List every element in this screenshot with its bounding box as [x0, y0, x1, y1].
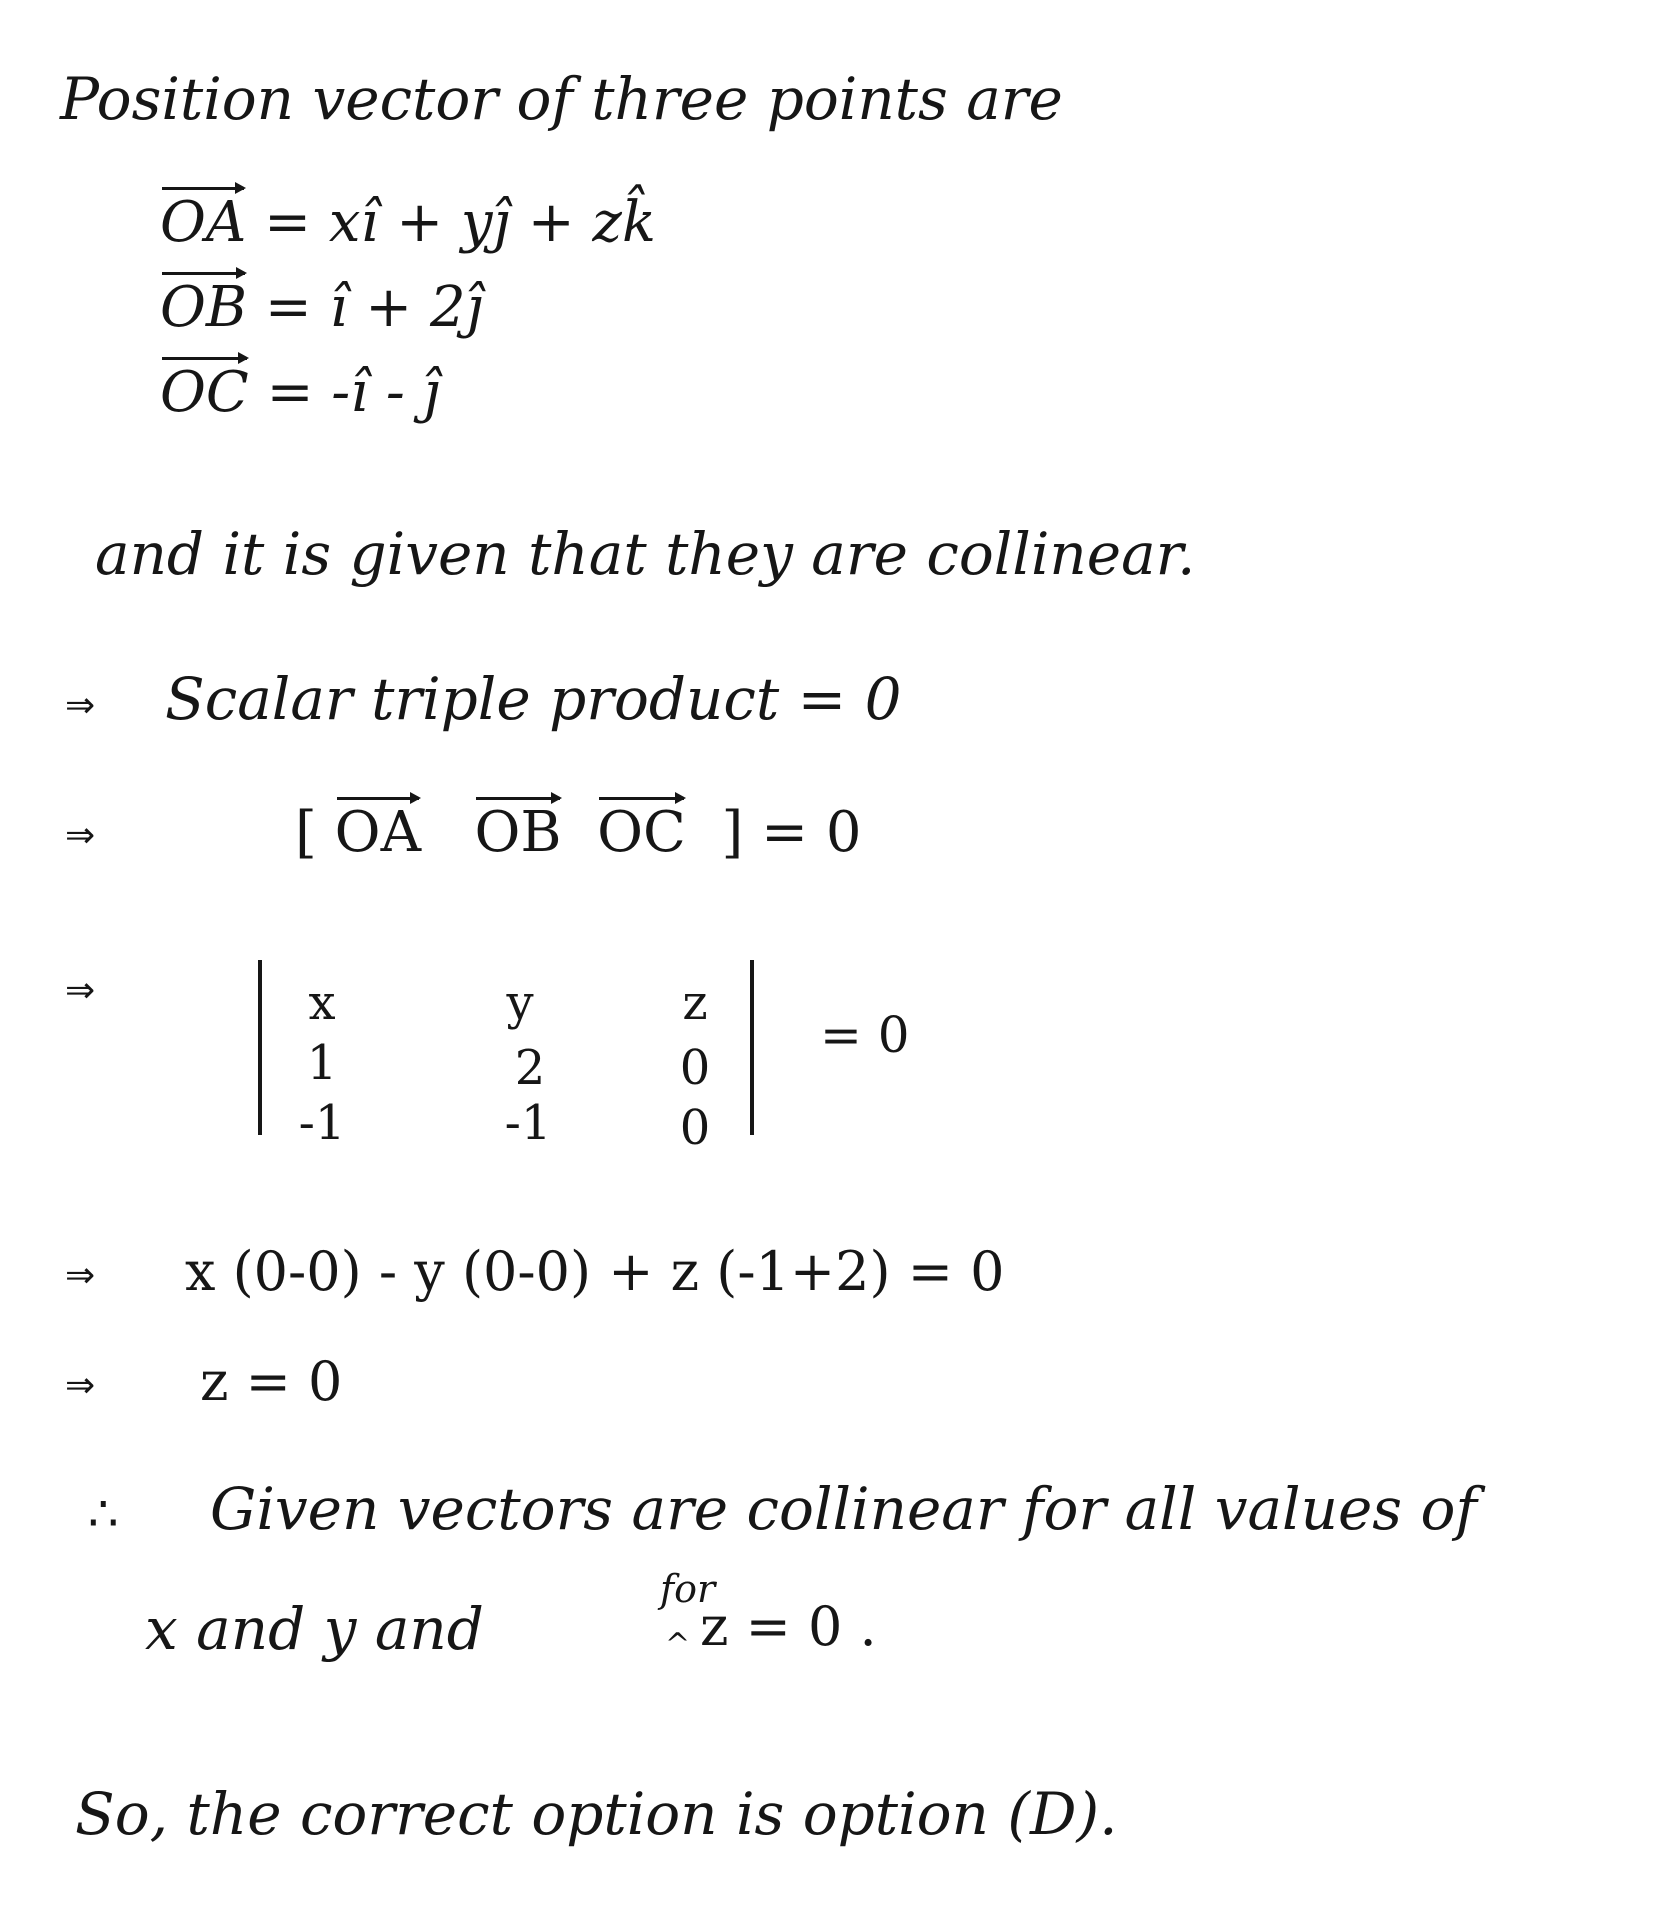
determinant-right-bar [750, 960, 754, 1135]
inserted-word-for: for [660, 1567, 716, 1611]
det-cell-r1c3: z [682, 975, 708, 1031]
conclusion-line-2-end: z = 0 . [700, 1595, 877, 1658]
therefore-symbol: ∴ [88, 1486, 119, 1542]
box-vector-oc: OC [597, 800, 686, 865]
det-cell-r2c3: 0 [679, 1040, 711, 1096]
box-vector-oa: OA [334, 800, 422, 865]
conclusion-line-2-start: x and y and [145, 1595, 484, 1663]
implies-arrow-3: ⇒ [65, 970, 96, 1011]
implies-arrow-1: ⇒ [65, 685, 96, 726]
vector-ob-expression: = î + 2ĵ [264, 275, 484, 340]
determinant-expansion: x (0-0) - y (0-0) + z (-1+2) = 0 [185, 1240, 1005, 1303]
final-answer: So, the correct option is option (D). [75, 1780, 1118, 1848]
given-statement: and it is given that they are collinear. [95, 520, 1196, 588]
det-cell-r2c1: 1 [306, 1035, 338, 1091]
vector-ob-label: OB [160, 275, 248, 340]
implies-arrow-5: ⇒ [65, 1365, 96, 1406]
box-product-line [295, 800, 862, 865]
vector-oa-row [160, 190, 656, 255]
det-cell-r3c1: -1 [298, 1095, 346, 1151]
det-cell-r1c2: y [506, 975, 534, 1031]
determinant-equals-zero: = 0 [820, 1006, 910, 1064]
intro-line: Position vector of three points are [60, 65, 1063, 133]
vector-oa-label: OA [160, 190, 247, 255]
implies-arrow-2: ⇒ [65, 815, 96, 856]
scalar-triple-product-line: Scalar triple product = 0 [165, 665, 902, 733]
det-cell-r1c1: x [308, 975, 336, 1031]
det-cell-r3c3: 0 [679, 1100, 711, 1156]
vector-oc-label: OC [160, 360, 249, 425]
det-cell-r2c2: 2 [514, 1040, 546, 1096]
insertion-caret: ^ [665, 1627, 691, 1662]
vector-oc-expression: = -î - ĵ [266, 360, 441, 425]
z-equals-zero-result: z = 0 [200, 1350, 343, 1413]
box-open-bracket: [ [295, 800, 317, 865]
conclusion-line-1: Given vectors are collinear for all values of [210, 1475, 1477, 1543]
vector-ob-row [160, 275, 484, 340]
vector-oa-expression: = xî + yĵ + zk̂ [264, 190, 656, 255]
vector-oc-row [160, 360, 441, 425]
det-cell-r3c2: -1 [504, 1095, 552, 1151]
box-vector-ob: OB [474, 800, 562, 865]
determinant-left-bar [258, 960, 262, 1135]
implies-arrow-4: ⇒ [65, 1255, 96, 1296]
box-close-and-equals: ] = 0 [721, 800, 862, 865]
